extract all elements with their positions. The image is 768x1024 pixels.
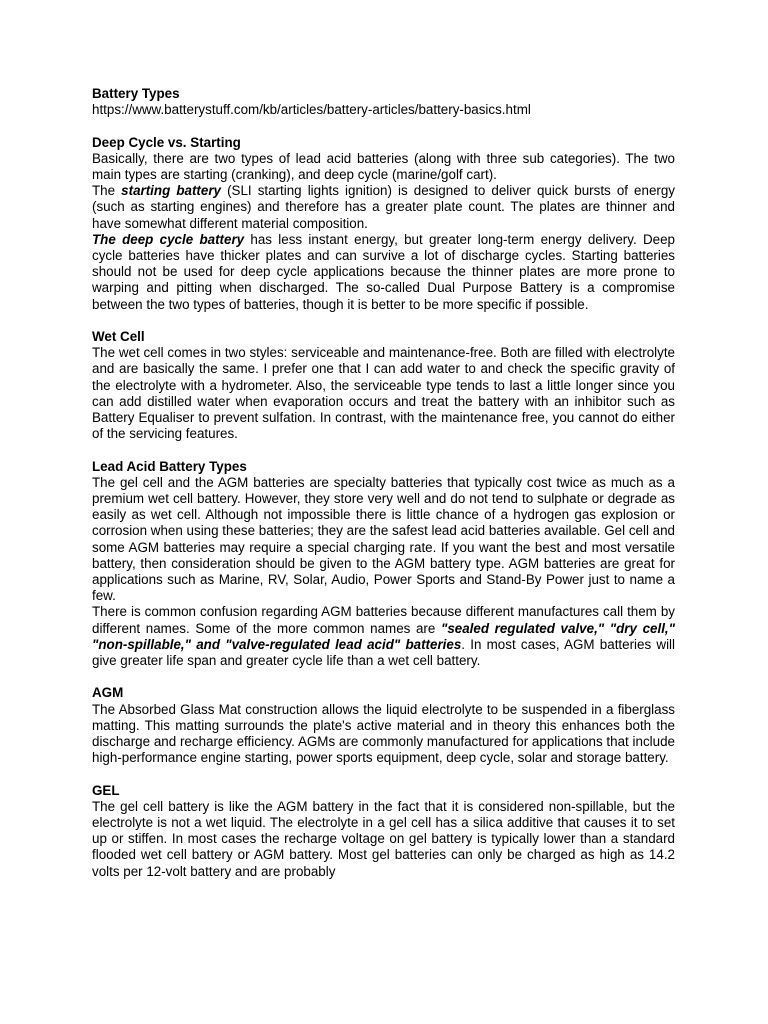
paragraph: The gel cell and the AGM batteries are specialty batteries that typically cost twice as much as a premium wet cell battery. However, they store very well and do not tend to sulphate or degrade as easily as wet cell. Although not impossible there is little chance of a hydrogen gas explosion or corrosion when using these batteries; they are the safest lead acid batteries available. Gel cell and some AGM batteries may require a special charging rate. If you want the best and most versatile battery, then consideration should be given to the AGM battery type. AGM batteries are great for applications such as Marine, RV, Solar, Audio, Power Sports and Stand-By Power just to name a few. <box>92 474 675 604</box>
section-heading: Deep Cycle vs. Starting <box>92 134 241 150</box>
text-run: (SLI starting lights ignition) is designed to deliver quick bursts of energy (such as starting engines) and therefore has a greater plate count. The plates are thinner and have somewhat different material composition. <box>92 183 676 231</box>
paragraph <box>92 604 675 669</box>
section-heading: Lead Acid Battery Types <box>92 458 247 474</box>
text-run: has less instant energy, but greater long-term energy delivery. Deep cycle batteries have thicker plates and can survive a lot of discharge cycles. Starting batteries should not be used for deep cycle applications because the thinner plates are more prone to warping and pitting when discharged. The so-called Dual Purpose Battery is a compromise between the two types of batteries, though it is better to be more specific if possible. <box>92 231 675 312</box>
emphasis-text: The deep cycle battery <box>92 231 245 247</box>
paragraph: The gel cell battery is like the AGM battery in the fact that it is considered non-spillable, but the electrolyte is not a wet liquid. The electrolyte in a gel cell has a silica additive that causes it to set up or stiffen. In most cases the recharge voltage on gel battery is typically lower than a standard flooded wet cell battery or AGM battery. Most gel batteries can only be charged as high as 14.2 volts per 12-volt battery and are probably <box>92 798 675 879</box>
document-page <box>92 86 675 880</box>
paragraph <box>92 183 675 232</box>
section-heading: GEL <box>92 782 120 798</box>
section-wet-cell <box>92 329 675 442</box>
section-deep-cycle <box>92 135 675 313</box>
section-lead-acid-types <box>92 459 675 670</box>
paragraph: Basically, there are two types of lead acid batteries (along with three sub categories). The two main types are starting (cranking), and deep cycle (marine/golf cart). <box>92 150 675 182</box>
source-url[interactable]: https://www.batterystuff.com/kb/articles/battery-articles/battery-basics.html <box>92 102 531 118</box>
emphasis-text: starting battery <box>121 183 221 199</box>
text-run: . In most cases, AGM batteries will give greater life span and greater cycle life than a wet cell battery. <box>92 636 675 669</box>
paragraph <box>92 232 675 313</box>
paragraph: The wet cell comes in two styles: serviceable and maintenance-free. Both are filled with electrolyte and are basically the same. I prefer one that I can add water to and check the specific gravity of the electrolyte with a hydrometer. Also, the serviceable type tends to last a little longer since you can add distilled water when evaporation occurs and treat the battery with an inhibitor such as Battery Equaliser to prevent sulfation. In contrast, with the maintenance free, you cannot do either of the servicing features. <box>92 345 675 442</box>
paragraph: The Absorbed Glass Mat construction allows the liquid electrolyte to be suspended in a fiberglass matting. This matting surrounds the plate's active material and in theory this enhances both the discharge and recharge efficiency. AGMs are commonly manufactured for applications that include high-performance engine starting, power sports equipment, deep cycle, solar and storage battery. <box>92 701 675 766</box>
text-run: The <box>92 183 122 199</box>
section-agm <box>92 685 675 766</box>
emphasis-text: "sealed regulated valve," "dry cell," "non-spillable," and "valve-regulated lead acid" batteries <box>92 620 676 652</box>
text-run: There is common confusion regarding AGM batteries because different manufactures call them by different names. Some of the more common names are <box>92 604 675 636</box>
section-heading: AGM <box>92 685 124 701</box>
document-title: Battery Types <box>92 86 180 101</box>
section-heading: Wet Cell <box>92 329 145 345</box>
section-gel <box>92 783 675 880</box>
